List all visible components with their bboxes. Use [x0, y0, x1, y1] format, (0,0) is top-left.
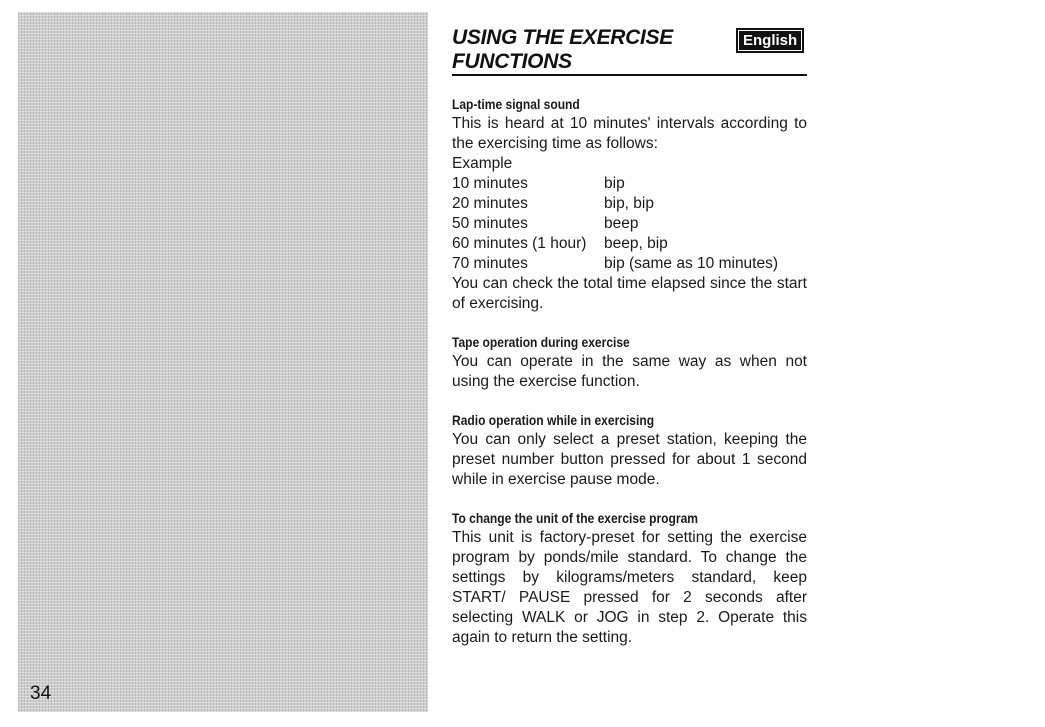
- section-heading: To change the unit of the exercise program: [452, 510, 698, 526]
- table-row: [452, 214, 778, 234]
- section-body: You can operate in the same way as when not using the exercise function.: [452, 353, 807, 390]
- page-title: [452, 26, 673, 74]
- table-row: [452, 254, 778, 274]
- section-unit: [452, 508, 807, 648]
- section-lap-time: [452, 94, 807, 314]
- section-heading: Lap-time signal sound: [452, 96, 580, 112]
- time-cell: 10 minutes: [452, 175, 528, 192]
- section-heading: Radio operation while in exercising: [452, 412, 655, 428]
- language-badge: English: [736, 28, 804, 53]
- section-tape: [452, 332, 807, 392]
- time-cell: 70 minutes: [452, 255, 528, 272]
- title-line-1: USING THE EXERCISE: [452, 26, 673, 49]
- sound-cell: beep: [604, 215, 639, 232]
- example-label: Example: [452, 155, 513, 172]
- section-heading: Tape operation during exercise: [452, 334, 630, 350]
- sound-cell: beep, bip: [604, 235, 668, 252]
- sound-cell: bip: [604, 175, 625, 192]
- page-number: 34: [30, 683, 52, 704]
- table-row: [452, 194, 778, 214]
- title-line-2: FUNCTIONS: [452, 50, 572, 73]
- sound-cell: bip, bip: [604, 195, 654, 212]
- sound-cell: bip (same as 10 minutes): [604, 255, 779, 272]
- table-row: [452, 174, 778, 194]
- section-radio: [452, 410, 807, 490]
- time-cell: 60 minutes (1 hour): [452, 235, 587, 252]
- table-row: [452, 234, 778, 254]
- content-column: [452, 22, 807, 648]
- photo-placeholder-panel: [18, 12, 428, 712]
- section-outro: You can check the total time elapsed since the start of exercising.: [452, 275, 807, 312]
- section-body: This unit is factory-preset for setting the exercise program by ponds/mile standard. To change the settings by kilograms/meters standard, keep START/ PAUSE pressed for 2 seconds after selecting WALK or JOG in step 2. Operate this again to return the setting.: [452, 529, 807, 646]
- lap-time-table: [452, 174, 778, 274]
- time-cell: 50 minutes: [452, 215, 528, 232]
- title-block: [452, 22, 807, 76]
- time-cell: 20 minutes: [452, 195, 528, 212]
- section-body: You can only select a preset station, keeping the preset number button pressed for about 1 second while in exercise pause mode.: [452, 431, 807, 488]
- section-intro: This is heard at 10 minutes' intervals according to the exercising time as follows:: [452, 115, 807, 152]
